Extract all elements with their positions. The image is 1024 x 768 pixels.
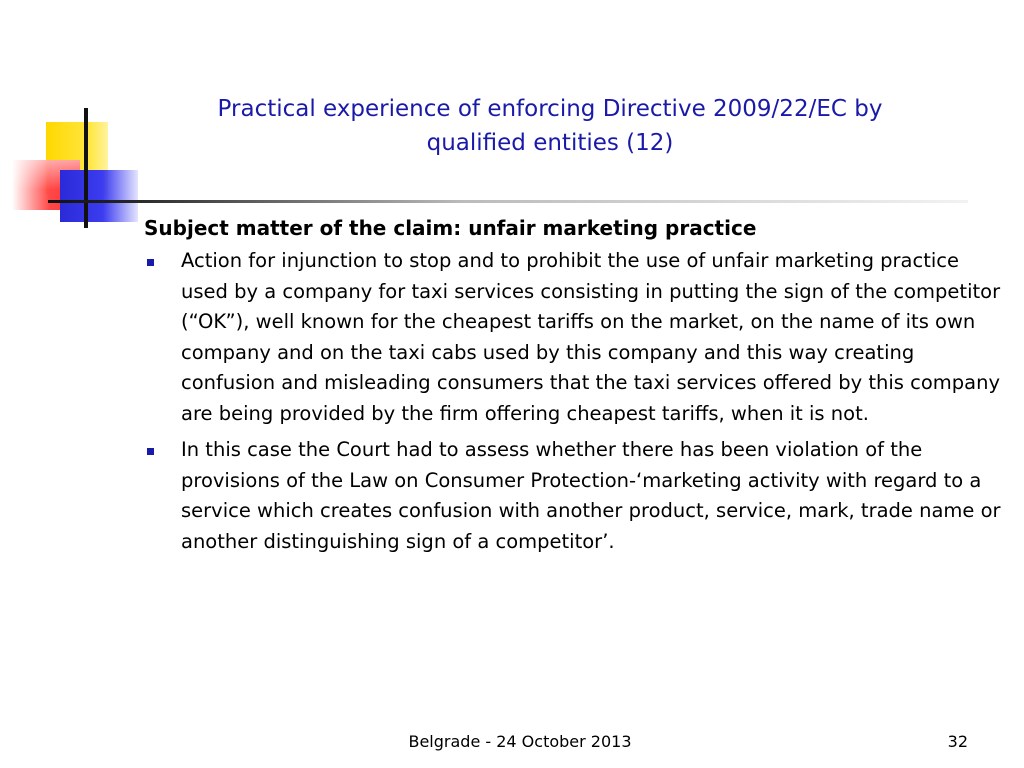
slide-title-line-2: qualified entities (12) [426,130,674,156]
bullet-list [144,246,1004,557]
bullet-item [144,435,1004,557]
slide-title-line-1: Practical experience of enforcing Directive 2009/22/EC by [217,96,883,122]
square-bullet-icon [147,448,154,455]
slide-content [144,212,1004,563]
bullet-text: In this case the Court had to assess whether there has been violation of the provisions of the Law on Consumer Protection-‘marketing activity with regard to a service which creates confusion with another product, service, mark, trade name or another distinguishing sign of a competitor’. [181,438,1001,553]
title-divider-line [48,200,968,203]
footer-text: Belgrade - 24 October 2013 [408,732,632,751]
slide-title [160,92,940,160]
bullet-item [144,246,1004,429]
slide-subtitle: Subject matter of the claim: unfair marketing practice [144,216,757,240]
decorative-blue-block [60,170,138,222]
square-bullet-icon [147,259,154,266]
decorative-vertical-line [84,108,88,228]
page-number: 32 [947,732,968,751]
bullet-text: Action for injunction to stop and to prohibit the use of unfair marketing practice used by a company for taxi services consisting in putting the sign of the competitor (“OK”), well known for the cheapest tariffs on the market, on the name of its own company and on the taxi cabs used by this company and this way creating confusion and misleading consumers that the taxi services offered by this company are being provided by the firm offering cheapest tariffs, when it is not. [181,249,1001,425]
